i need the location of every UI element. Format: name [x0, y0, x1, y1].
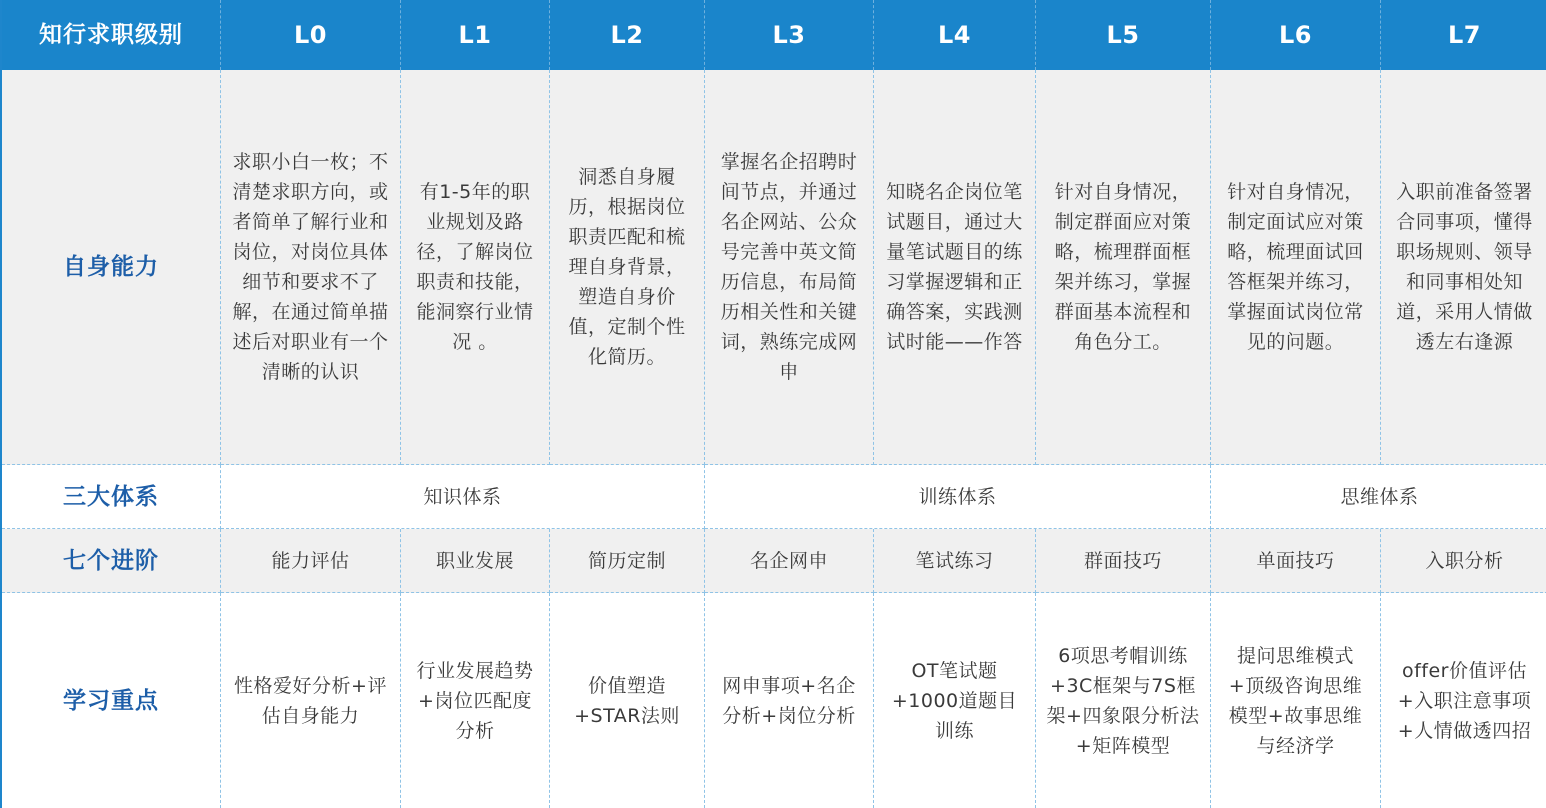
row-label-steps: [2, 529, 221, 593]
level-header-l5: [1036, 0, 1211, 70]
step-cell-l0: [221, 529, 401, 593]
focus-text: 行业发展趋势+岗位匹配度分析: [416, 659, 534, 742]
focus-text: 提问思维模式+顶级咨询思维模型+故事思维与经济学: [1228, 644, 1363, 757]
level-header-text: L7: [1448, 21, 1481, 49]
system-training: [705, 465, 1211, 529]
row-label-ability: [2, 70, 221, 465]
ability-cell-l6: [1211, 70, 1381, 465]
row-label-focus: [2, 593, 221, 808]
row-label-text: 自身能力: [63, 254, 159, 280]
step-cell-l3: [705, 529, 874, 593]
level-header-text: L6: [1279, 21, 1312, 49]
focus-text: 6项思考帽训练+3C框架与7S框架+四象限分析法+矩阵模型: [1046, 644, 1200, 757]
focus-cell-l6: [1211, 593, 1381, 808]
system-knowledge: [221, 465, 705, 529]
focus-cell-l3: [705, 593, 874, 808]
focus-text: 价值塑造+STAR法则: [574, 674, 680, 727]
focus-text: offer价值评估+入职注意事项+人情做透四招: [1397, 659, 1532, 742]
step-cell-l4: [874, 529, 1036, 593]
step-text: 名企网申: [749, 549, 828, 572]
focus-cell-l1: [401, 593, 550, 808]
ability-cell-l2: [550, 70, 705, 465]
ability-text: 针对自身情况，制定群面应对策略，梳理群面框架并练习，掌握群面基本流程和角色分工。: [1054, 181, 1192, 353]
ability-cell-l7: [1381, 70, 1546, 465]
level-header-text: L3: [772, 21, 806, 49]
step-text: 职业发展: [435, 549, 514, 572]
level-header-l4: [874, 0, 1036, 70]
step-text: 单面技巧: [1256, 549, 1335, 572]
focus-text: 性格爱好分析+评估自身能力: [234, 674, 387, 727]
system-text: 思维体系: [1340, 485, 1419, 508]
row-label-text: 三大体系: [63, 483, 159, 510]
step-cell-l7: [1381, 529, 1546, 593]
focus-cell-l5: [1036, 593, 1211, 808]
level-header-text: L4: [938, 21, 971, 49]
focus-cell-l4: [874, 593, 1036, 808]
system-text: 训练体系: [918, 485, 997, 508]
level-header-l3: [705, 0, 874, 70]
focus-cell-l0: [221, 593, 401, 808]
ability-text: 洞悉自身履历，根据岗位职责匹配和梳理自身背景，塑造自身价值，定制个性化简历。: [568, 166, 686, 368]
ability-text: 求职小白一枚；不清楚求职方向，或者简单了解行业和岗位，对岗位具体细节和要求不了解，在通过简单描述后对职业有一个清晰的认识: [232, 151, 389, 383]
ability-text: 知晓名企岗位笔试题目，通过大量笔试题目的练习掌握逻辑和正确答案，实践测试时能——作答: [886, 181, 1023, 353]
level-header-l6: [1211, 0, 1381, 70]
ability-text: 针对自身情况，制定面试应对策略，梳理面试回答框架并练习，掌握面试岗位常见的问题。: [1227, 181, 1364, 353]
step-text: 能力评估: [271, 549, 350, 572]
system-text: 知识体系: [423, 485, 502, 508]
focus-cell-l7: [1381, 593, 1546, 808]
level-header-l0: [221, 0, 401, 70]
focus-text: 网申事项+名企分析+岗位分析: [722, 674, 856, 727]
level-header-l1: [401, 0, 550, 70]
ability-text: 入职前准备签署合同事项，懂得职场规则、领导和同事相处知道，采用人情做透左右逢源: [1396, 181, 1533, 353]
ability-text: 掌握名企招聘时间节点，并通过名企网站、公众号完善中英文简历信息，布局简历相关性和关键词，熟练完成网申: [720, 151, 858, 383]
step-cell-l5: [1036, 529, 1211, 593]
ability-cell-l3: [705, 70, 874, 465]
focus-text: OT笔试题+1000道题目训练: [891, 659, 1018, 742]
level-header-text: L0: [294, 21, 327, 49]
step-text: 入职分析: [1425, 549, 1504, 572]
ability-cell-l1: [401, 70, 550, 465]
step-text: 笔试练习: [915, 549, 994, 572]
ability-cell-l5: [1036, 70, 1211, 465]
ability-cell-l4: [874, 70, 1036, 465]
row-label-text: 七个进阶: [63, 547, 159, 574]
system-thinking: [1211, 465, 1546, 529]
focus-cell-l2: [550, 593, 705, 808]
level-header-l7: [1381, 0, 1546, 70]
table-title: [2, 0, 221, 70]
level-header-l2: [550, 0, 705, 70]
step-text: 简历定制: [587, 549, 666, 572]
level-header-text: L1: [458, 21, 492, 49]
level-header-text: L5: [1106, 21, 1140, 49]
step-cell-l6: [1211, 529, 1381, 593]
step-text: 群面技巧: [1083, 549, 1162, 572]
ability-cell-l0: [221, 70, 401, 465]
step-cell-l1: [401, 529, 550, 593]
ability-text: 有1-5年的职业规划及路径，了解岗位职责和技能，能洞察行业情况 。: [416, 181, 534, 353]
level-header-text: L2: [610, 21, 644, 49]
row-label-text: 学习重点: [63, 687, 159, 714]
row-label-systems: [2, 465, 221, 529]
table-title-text: 知行求职级别: [39, 22, 183, 48]
step-cell-l2: [550, 529, 705, 593]
